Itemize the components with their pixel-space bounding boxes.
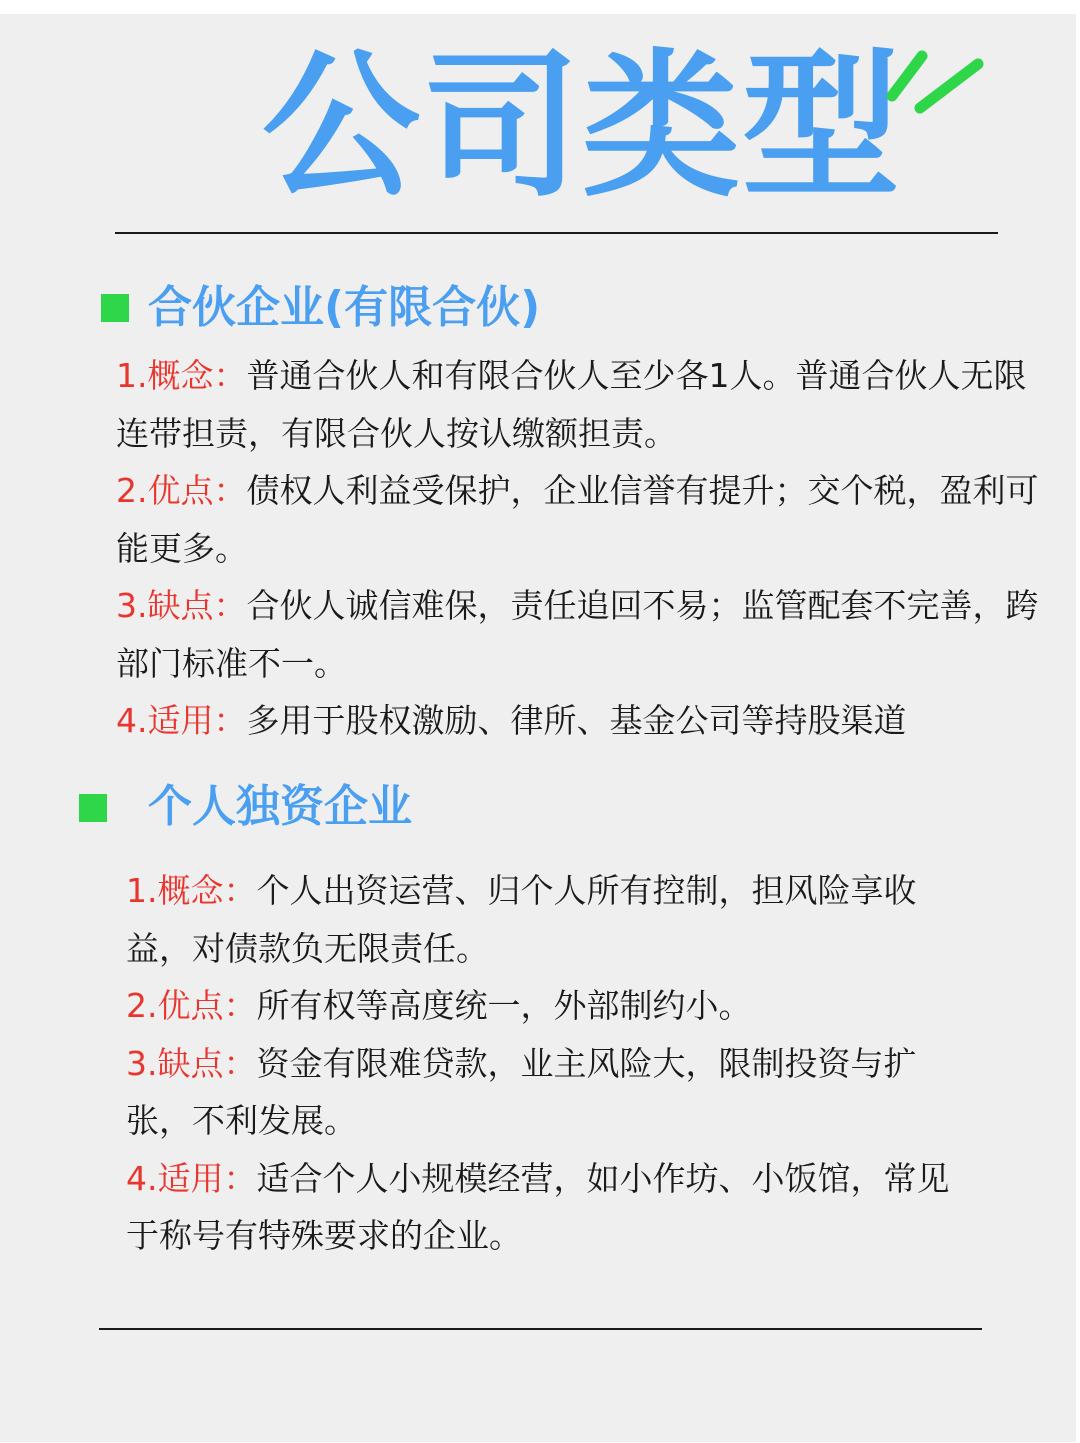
- item-label: 4.适用：: [116, 701, 247, 740]
- item-text: 债权人利益受保护，企业信誉有提升；交个税，盈利可能更多。: [116, 471, 1039, 568]
- page-title: 公司类型: [262, 35, 902, 219]
- section-marker-icon: [79, 794, 107, 822]
- item-text: 普通合伙人和有限合伙人至少各1人。普通合伙人无限连带担责，有限合伙人按认缴额担责。: [116, 356, 1027, 453]
- list-item: [116, 347, 1046, 462]
- section-body: [126, 862, 966, 1265]
- item-label: 2.优点：: [116, 471, 247, 510]
- list-item: [126, 1035, 966, 1150]
- item-label: 2.优点：: [126, 986, 257, 1025]
- list-item: [116, 462, 1046, 577]
- item-label: 3.缺点：: [116, 586, 247, 625]
- section-body: [116, 347, 1046, 750]
- section-heading: 合伙企业(有限合伙): [148, 282, 541, 333]
- item-label: 1.概念：: [126, 871, 257, 910]
- title-divider: [115, 232, 998, 234]
- bottom-divider: [99, 1328, 982, 1330]
- item-text: 个人出资运营、归个人所有控制，担风险享收益，对债款负无限责任。: [126, 871, 917, 968]
- item-label: 4.适用：: [126, 1158, 257, 1198]
- item-text: 资金有限难贷款，业主风险大，限制投资与扩张，不利发展。: [126, 1043, 917, 1140]
- item-text: 所有权等高度统一，外部制约小。: [256, 986, 752, 1025]
- section-heading: 个人独资企业: [148, 781, 412, 832]
- list-item: [116, 692, 1046, 750]
- page: [0, 14, 1076, 1442]
- list-item: [126, 1150, 966, 1265]
- item-text: 适合个人小规模经营，如小作坊、小饭馆，常见于称号有特殊要求的企业。: [126, 1158, 950, 1255]
- list-item: [126, 862, 966, 977]
- list-item: [116, 577, 1046, 692]
- list-item: [126, 977, 966, 1035]
- emphasis-strokes-icon: [880, 34, 990, 124]
- section-marker-icon: [101, 294, 129, 322]
- item-text: 多用于股权激励、律所、基金公司等持股渠道: [246, 701, 907, 740]
- item-text: 合伙人诚信难保，责任追回不易；监管配套不完善，跨部门标准不一。: [116, 586, 1039, 683]
- item-label: 3.缺点：: [126, 1043, 257, 1083]
- item-label: 1.概念：: [116, 356, 247, 395]
